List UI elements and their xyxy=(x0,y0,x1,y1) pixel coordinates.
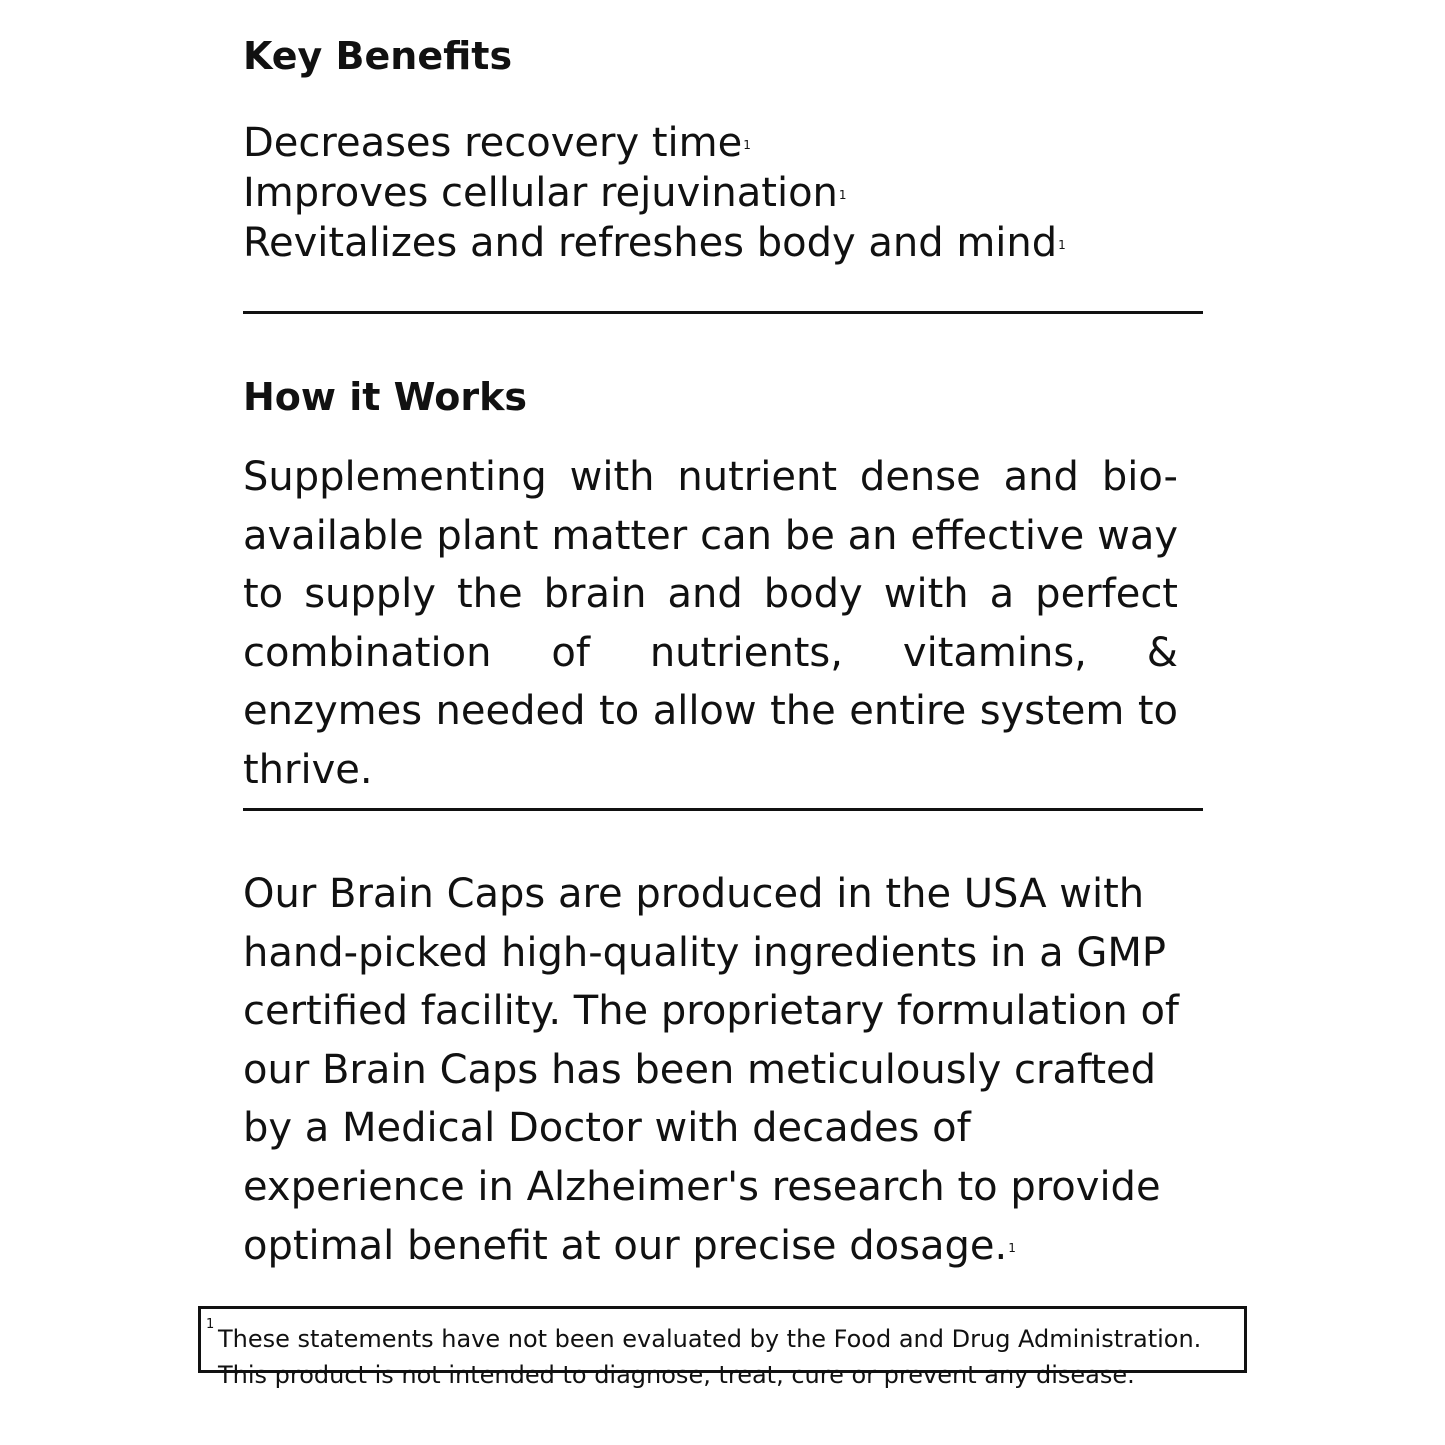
section-divider xyxy=(243,808,1203,811)
how-it-works-body: Supplementing with nutrient dense and bio-available plant matter can be an effective way to supply the brain and body with a perfect combination of nutrients, vitamins, & enzymes needed to allow the entire system to thrive. xyxy=(243,454,1178,793)
benefit-text: Revitalizes and refreshes body and mind xyxy=(243,220,1058,266)
disclaimer-footnote-marker: 1 xyxy=(206,1317,215,1332)
key-benefits-heading: Key Benefits xyxy=(243,34,513,78)
how-it-works-heading: How it Works xyxy=(243,375,527,419)
production-text: Our Brain Caps are produced in the USA with hand-picked high-quality ingredients in a GMP certified facility. The proprietary formulation of our Brain Caps has been meticulously crafted by a Medical Doctor with decades of experience in Alzheimer's research to provide optimal benefit at our precise dosage. xyxy=(243,871,1180,1269)
benefit-item xyxy=(243,218,1066,268)
benefits-list xyxy=(243,118,1066,268)
production-body xyxy=(243,865,1193,1275)
footnote-marker: 1 xyxy=(838,188,847,202)
section-divider xyxy=(243,311,1203,314)
benefit-item xyxy=(243,118,1066,168)
footnote-marker: 1 xyxy=(743,138,751,152)
benefit-text: Decreases recovery time xyxy=(243,120,743,166)
disclaimer-line-2: This product is not intended to diagnose, treat, cure or prevent any disease. xyxy=(218,1361,1135,1389)
benefit-text: Improves cellular rejuvination xyxy=(243,170,838,216)
footnote-marker: 1 xyxy=(1058,238,1066,252)
footnote-marker: 1 xyxy=(1008,1240,1016,1255)
disclaimer-text xyxy=(218,1321,1201,1393)
disclaimer-line-1: These statements have not been evaluated by the Food and Drug Administration. xyxy=(218,1325,1202,1353)
benefit-item xyxy=(243,168,1066,218)
